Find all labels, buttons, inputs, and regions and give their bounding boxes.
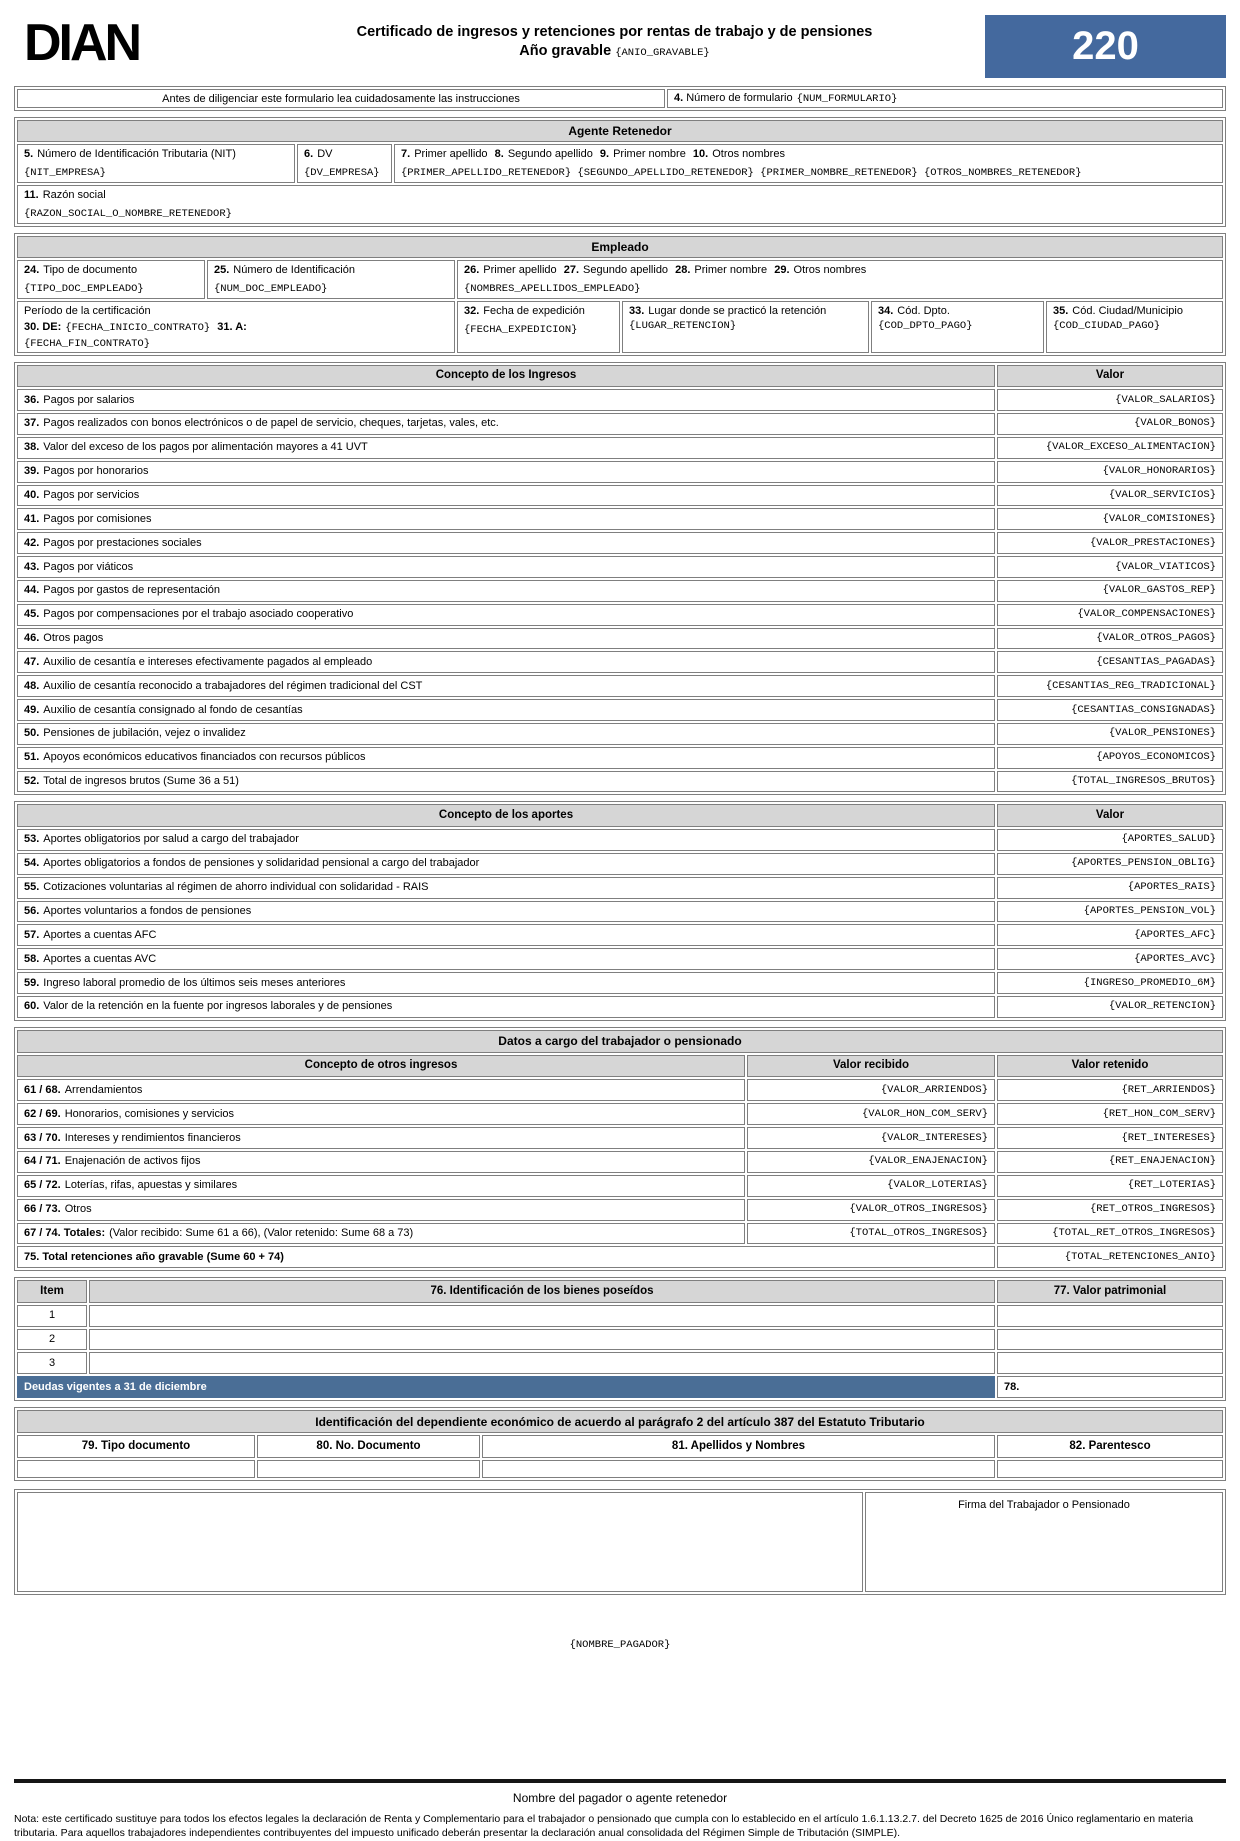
table-row — [17, 1329, 1223, 1351]
table-row — [17, 948, 1223, 970]
field-num: 75. Total retenciones año gravable (Sume 60 + 74) — [24, 1250, 284, 1263]
form-title-block — [244, 12, 985, 59]
field-num: 11. — [24, 188, 39, 201]
field-num: 44. — [24, 584, 40, 597]
value-retenido-cell: {RET_OTROS_INGRESOS} — [997, 1199, 1223, 1221]
field-text: Tipo de documento — [43, 263, 138, 276]
field-num: 52. — [24, 775, 40, 788]
table-row — [17, 877, 1223, 899]
field-text: Segundo apellido — [583, 263, 669, 276]
item-value-cell — [997, 1329, 1223, 1351]
value-cell: {VALOR_RETENCION} — [997, 996, 1223, 1018]
field-num: 57. — [24, 928, 40, 941]
item-desc-cell — [89, 1352, 995, 1374]
field-num: 28. — [675, 263, 691, 276]
column-header-valor: Valor — [997, 365, 1223, 388]
table-row — [17, 1151, 1223, 1173]
field-num: 49. — [24, 703, 40, 716]
pagador-line-label: Nombre del pagador o agente retenedor — [512, 1790, 728, 1805]
field-dv — [297, 144, 392, 183]
dependiente-empty-cell — [17, 1460, 255, 1478]
table-row — [17, 1305, 1223, 1327]
field-num: 36. — [24, 393, 40, 406]
value-cell: {VALOR_GASTOS_REP} — [997, 580, 1223, 602]
value-cell: {VALOR_SALARIOS} — [997, 389, 1223, 411]
table-row — [17, 996, 1223, 1018]
field-fecha-expedicion — [457, 301, 620, 353]
field-text: Número de formulario — [686, 92, 793, 104]
field-value: {COD_CIUDAD_PAGO} — [1053, 319, 1161, 332]
field-num: 6. — [304, 148, 314, 160]
table-row — [17, 699, 1223, 721]
table-row — [17, 1223, 1223, 1245]
value-cell: {VALOR_SERVICIOS} — [997, 485, 1223, 507]
field-num: 51. — [24, 751, 40, 764]
field-num: 10. — [692, 148, 709, 160]
value-cell: {VALOR_PENSIONES} — [997, 723, 1223, 745]
field-value: {COD_DPTO_PAGO} — [878, 319, 973, 332]
value-cell: {APORTES_AFC} — [997, 924, 1223, 946]
form-number-field — [667, 89, 1223, 108]
deudas-value-cell — [997, 1376, 1223, 1398]
field-text: Primer apellido — [414, 148, 488, 160]
field-num: 78. — [1004, 1380, 1020, 1393]
field-value: {NOMBRES_APELLIDOS_EMPLEADO} — [464, 283, 641, 296]
field-value: {RAZON_SOCIAL_O_NOMBRE_RETENEDOR} — [24, 208, 232, 221]
field-num: 41. — [24, 512, 40, 525]
field-text: Número de Identificación Tributaria (NIT) — [37, 148, 236, 160]
concept-cell: 48. Auxilio de cesantía reconocido a trabajadores del régimen tradicional del CST — [17, 675, 995, 697]
field-num: 67 / 74. Totales: — [24, 1227, 106, 1239]
field-lugar-retencion — [622, 301, 869, 353]
field-num: 39. — [24, 465, 40, 478]
field-text: Cód. Dpto. — [897, 304, 950, 317]
value-cell: {VALOR_EXCESO_ALIMENTACION} — [997, 437, 1223, 459]
table-row — [17, 651, 1223, 673]
concept-cell: 38. Valor del exceso de los pagos por alimentación mayores a 41 UVT — [17, 437, 995, 459]
column-header-valor-patrimonial: 77. Valor patrimonial — [997, 1280, 1223, 1303]
field-text: Número de Identificación — [233, 263, 355, 276]
year-placeholder: {ANIO_GRAVABLE} — [615, 47, 710, 59]
concept-cell: 40. Pagos por servicios — [17, 485, 995, 507]
form-number-badge: 220 — [985, 15, 1226, 78]
value-cell: {VALOR_COMISIONES} — [997, 508, 1223, 530]
field-num: 46. — [24, 632, 40, 645]
table-row — [17, 853, 1223, 875]
dian-logo: DIAN — [24, 14, 140, 72]
value-recibido-cell: {TOTAL_OTROS_INGRESOS} — [747, 1223, 995, 1245]
field-num: 58. — [24, 952, 40, 965]
section-agente-retenedor — [14, 117, 1226, 227]
value-cell: {TOTAL_INGRESOS_BRUTOS} — [997, 771, 1223, 793]
field-text: DV — [317, 148, 333, 160]
field-num: 37. — [24, 417, 40, 430]
field-num: 53. — [24, 833, 40, 846]
value-recibido-cell: {VALOR_ENAJENACION} — [747, 1151, 995, 1173]
instructions-text: Antes de diligenciar este formulario lea cuidadosamente las instrucciones — [17, 89, 665, 108]
value-retenido-cell: {RET_ARRIENDOS} — [997, 1079, 1223, 1101]
deudas-label: Deudas vigentes a 31 de diciembre — [17, 1376, 995, 1398]
field-num: 61 / 68. — [24, 1083, 61, 1096]
section-title: Empleado — [17, 236, 1223, 258]
section-dependiente — [14, 1407, 1226, 1481]
concept-cell: 51. Apoyos económicos educativos financiados con recursos públicos — [17, 747, 995, 769]
field-text: Lugar donde se practicó la retención — [648, 304, 827, 317]
field-value: {NIT_EMPRESA} — [24, 167, 106, 180]
value-recibido-cell: {VALOR_ARRIENDOS} — [747, 1079, 995, 1101]
value-cell: {CESANTIAS_CONSIGNADAS} — [997, 699, 1223, 721]
signature-empty-box — [17, 1492, 863, 1592]
concept-cell: 39. Pagos por honorarios — [17, 461, 995, 483]
table-row — [17, 532, 1223, 554]
value-cell: {VALOR_HONORARIOS} — [997, 461, 1223, 483]
table-row — [17, 1103, 1223, 1125]
concept-cell: 61 / 68. Arrendamientos — [17, 1079, 745, 1101]
value-retenido-cell: {RET_LOTERIAS} — [997, 1175, 1223, 1197]
value-cell: {VALOR_COMPENSACIONES} — [997, 604, 1223, 626]
field-num: 63 / 70. — [24, 1131, 61, 1144]
concept-cell: 60. Valor de la retención en la fuente por ingresos laborales y de pensiones — [17, 996, 995, 1018]
concept-cell: 41. Pagos por comisiones — [17, 508, 995, 530]
table-row — [17, 771, 1223, 793]
column-header-bienes: 76. Identificación de los bienes poseídos — [89, 1280, 995, 1303]
table-row — [17, 1079, 1223, 1101]
field-value: {FECHA_FIN_CONTRATO} — [24, 337, 151, 350]
signature-line — [14, 1779, 1226, 1783]
field-value: {LUGAR_RETENCION} — [629, 319, 737, 332]
table-row — [17, 829, 1223, 851]
signature-label: Firma del Trabajador o Pensionado — [958, 1498, 1130, 1511]
field-num: 47. — [24, 655, 40, 668]
value-cell: {APOYOS_ECONOMICOS} — [997, 747, 1223, 769]
field-num: 59. — [24, 976, 40, 989]
value-retenido-cell: {RET_ENAJENACION} — [997, 1151, 1223, 1173]
field-num: 8. — [494, 148, 504, 160]
field-value: {FECHA_INICIO_CONTRATO} — [65, 321, 211, 334]
item-number-cell: 2 — [17, 1329, 87, 1351]
table-row — [17, 924, 1223, 946]
field-num: 9. — [599, 148, 610, 160]
section-datos-cargo — [14, 1027, 1226, 1271]
field-num: 48. — [24, 679, 40, 692]
concept-cell: 58. Aportes a cuentas AVC — [17, 948, 995, 970]
table-bienes — [14, 1277, 1226, 1401]
concept-cell: 54. Aportes obligatorios a fondos de pensiones y solidaridad pensional a cargo del trabajador — [17, 853, 995, 875]
value-cell: {VALOR_VIATICOS} — [997, 556, 1223, 578]
form-header — [14, 12, 1226, 82]
column-header-otros-ingresos: Concepto de otros ingresos — [17, 1055, 745, 1078]
field-num: 26. — [464, 263, 480, 276]
table-row — [17, 437, 1223, 459]
field-num: 4. — [674, 92, 684, 104]
table-row — [17, 580, 1223, 602]
table-row — [17, 1127, 1223, 1149]
value-recibido-cell: {VALOR_INTERESES} — [747, 1127, 995, 1149]
value-recibido-cell: {VALOR_HON_COM_SERV} — [747, 1103, 995, 1125]
field-periodo-certificacion — [17, 301, 455, 353]
column-header-no-documento: 80. No. Documento — [257, 1435, 480, 1458]
field-num: 62 / 69. — [24, 1107, 61, 1120]
value-recibido-cell: {VALOR_LOTERIAS} — [747, 1175, 995, 1197]
field-text: Primer nombre — [613, 148, 686, 160]
field-num: 54. — [24, 857, 40, 870]
field-num: 55. — [24, 881, 40, 894]
field-text: Razón social — [42, 188, 106, 201]
table-row — [17, 1175, 1223, 1197]
concept-cell: 66 / 73. Otros — [17, 1199, 745, 1221]
dependiente-empty-cell — [482, 1460, 995, 1478]
table-row — [17, 1352, 1223, 1374]
concept-cell: 46. Otros pagos — [17, 628, 995, 650]
section-empleado — [14, 233, 1226, 356]
value-retenido-cell: {RET_INTERESES} — [997, 1127, 1223, 1149]
value-cell: {VALOR_BONOS} — [997, 413, 1223, 435]
item-desc-cell — [89, 1305, 995, 1327]
field-num: 45. — [24, 608, 40, 621]
field-num: 60. — [24, 1000, 40, 1013]
value-cell: {VALOR_PRESTACIONES} — [997, 532, 1223, 554]
field-cod-ciudad — [1046, 301, 1223, 353]
concept-cell: 52. Total de ingresos brutos (Sume 36 a 51) — [17, 771, 995, 793]
value-retenido-cell: {TOTAL_RET_OTROS_INGRESOS} — [997, 1223, 1223, 1245]
table-ingresos — [14, 362, 1226, 796]
field-num: 35. — [1053, 304, 1069, 317]
column-header-valor-recibido: Valor recibido — [747, 1055, 995, 1078]
concept-cell: 63 / 70. Intereses y rendimientos financieros — [17, 1127, 745, 1149]
column-header-concepto: Concepto de los aportes — [17, 804, 995, 827]
field-text: Segundo apellido — [507, 148, 593, 160]
value-cell: {INGRESO_PROMEDIO_6M} — [997, 972, 1223, 994]
field-num: 43. — [24, 560, 40, 573]
concept-cell: 37. Pagos realizados con bonos electrónicos o de papel de servicio, cheques, tarjetas, vales, etc. — [17, 413, 995, 435]
field-num: 32. — [464, 304, 480, 317]
field-num: 66 / 73. — [24, 1203, 61, 1216]
field-text: Cód. Ciudad/Municipio — [1072, 304, 1183, 317]
field-num: 38. — [24, 441, 40, 454]
signature-area — [14, 1489, 1226, 1595]
column-header-parentesco: 82. Parentesco — [997, 1435, 1223, 1458]
section-title: Datos a cargo del trabajador o pensionado — [17, 1030, 1223, 1053]
form-subtitle — [244, 43, 985, 59]
field-num: 25. — [214, 263, 230, 276]
signature-box — [865, 1492, 1223, 1592]
field-num: 27. — [563, 263, 580, 276]
value-cell: {APORTES_PENSION_VOL} — [997, 901, 1223, 923]
table-row — [17, 508, 1223, 530]
concept-cell: 50. Pensiones de jubilación, vejez o invalidez — [17, 723, 995, 745]
field-value: {FECHA_EXPEDICION} — [464, 323, 578, 336]
concept-cell: 44. Pagos por gastos de representación — [17, 580, 995, 602]
table-row — [17, 604, 1223, 626]
field-text: Otros nombres — [712, 148, 785, 160]
field-value: {TIPO_DOC_EMPLEADO} — [24, 283, 144, 296]
field-num: 65 / 72. — [24, 1179, 61, 1192]
field-nombres-empleado — [457, 260, 1223, 299]
total-retenciones-label — [17, 1246, 995, 1268]
field-text: Primer apellido — [483, 263, 557, 276]
section-title: Identificación del dependiente económico de acuerdo al parágrafo 2 del artículo 387 del Estatuto Tributario — [17, 1410, 1223, 1433]
field-num: 29. — [774, 263, 790, 276]
form-title: Certificado de ingresos y retenciones por rentas de trabajo y de pensiones — [356, 24, 873, 40]
concept-cell: 47. Auxilio de cesantía e intereses efectivamente pagados al empleado — [17, 651, 995, 673]
concept-cell: 64 / 71. Enajenación de activos fijos — [17, 1151, 745, 1173]
value-recibido-cell: {VALOR_OTROS_INGRESOS} — [747, 1199, 995, 1221]
field-tipo-documento — [17, 260, 205, 299]
field-num: 42. — [24, 536, 40, 549]
dependiente-empty-cell — [257, 1460, 480, 1478]
concept-cell: 59. Ingreso laboral promedio de los últimos seis meses anteriores — [17, 972, 995, 994]
field-num: 5. — [24, 148, 34, 160]
column-header-apellidos-nombres: 81. Apellidos y Nombres — [482, 1435, 995, 1458]
field-cod-dpto — [871, 301, 1044, 353]
field-num: 50. — [24, 727, 40, 740]
value-cell: {APORTES_PENSION_OBLIG} — [997, 853, 1223, 875]
table-row — [17, 485, 1223, 507]
field-nit — [17, 144, 295, 183]
value-cell: {APORTES_SALUD} — [997, 829, 1223, 851]
value-cell: {CESANTIAS_PAGADAS} — [997, 651, 1223, 673]
field-razon-social — [17, 185, 1223, 224]
field-num: 31. A: — [217, 320, 247, 333]
field-value: {PRIMER_APELLIDO_RETENEDOR} {SEGUNDO_APELLIDO_RETENEDOR} {PRIMER_NOMBRE_RETENEDOR} {OTROS_NOMBRES_RETENEDOR} — [401, 167, 1082, 180]
table-row — [17, 723, 1223, 745]
instructions-bar — [14, 86, 1226, 111]
year-label: Año gravable — [519, 43, 612, 59]
field-text: Período de la certificación — [24, 304, 151, 317]
table-row — [17, 628, 1223, 650]
total-retenciones-value: {TOTAL_RETENCIONES_ANIO} — [997, 1246, 1223, 1268]
field-num: 34. — [878, 304, 894, 317]
table-row — [17, 972, 1223, 994]
field-num: 33. — [629, 304, 645, 317]
column-header-tipo-documento: 79. Tipo documento — [17, 1435, 255, 1458]
column-header-valor: Valor — [997, 804, 1223, 827]
table-row — [17, 901, 1223, 923]
field-num: 64 / 71. — [24, 1155, 61, 1168]
concept-cell: 43. Pagos por viáticos — [17, 556, 995, 578]
table-aportes — [14, 801, 1226, 1020]
field-num: 30. DE: — [24, 320, 62, 333]
concept-cell: 67 / 74. Totales: (Valor recibido: Sume 61 a 66), (Valor retenido: Sume 68 a 73) — [17, 1223, 745, 1245]
column-header-concepto: Concepto de los Ingresos — [17, 365, 995, 388]
item-desc-cell — [89, 1329, 995, 1351]
field-value: {NUM_DOC_EMPLEADO} — [214, 283, 328, 296]
section-title: Agente Retenedor — [17, 120, 1223, 142]
value-retenido-cell: {RET_HON_COM_SERV} — [997, 1103, 1223, 1125]
concept-cell: 36. Pagos por salarios — [17, 389, 995, 411]
item-number-cell: 3 — [17, 1352, 87, 1374]
concept-cell: 65 / 72. Loterías, rifas, apuestas y similares — [17, 1175, 745, 1197]
table-row — [17, 413, 1223, 435]
field-nombres-retenedor — [394, 144, 1223, 183]
item-value-cell — [997, 1305, 1223, 1327]
field-text: Otros nombres — [793, 263, 867, 276]
field-num: 24. — [24, 263, 40, 276]
field-num: 56. — [24, 905, 40, 918]
concept-cell: 45. Pagos por compensaciones por el trabajo asociado cooperativo — [17, 604, 995, 626]
field-num-identificacion — [207, 260, 455, 299]
concept-cell: 62 / 69. Honorarios, comisiones y servicios — [17, 1103, 745, 1125]
field-num: 40. — [24, 489, 40, 501]
concept-cell: 42. Pagos por prestaciones sociales — [17, 532, 995, 554]
concept-cell: 53. Aportes obligatorios por salud a cargo del trabajador — [17, 829, 995, 851]
concept-cell: 55. Cotizaciones voluntarias al régimen de ahorro individual con solidaridad - RAIS — [17, 877, 995, 899]
nombre-pagador-placeholder: {NOMBRE_PAGADOR} — [569, 1638, 671, 1651]
field-text: Primer nombre — [694, 263, 768, 276]
field-value: {DV_EMPRESA} — [304, 167, 380, 180]
field-num: 7. — [401, 148, 411, 160]
column-header-item: Item — [17, 1280, 87, 1303]
table-row — [17, 556, 1223, 578]
num-formulario-placeholder: {NUM_FORMULARIO} — [796, 93, 898, 105]
column-header-valor-retenido: Valor retenido — [997, 1055, 1223, 1078]
footer-note: Nota: este certificado sustituye para todos los efectos legales la declaración de Renta y Complementario para el trabajador o pensionado que cumpla con lo establecido en el artículo 1.6.1.13.2.7. del Decreto 1625 de 2016 Único reglamentario en materia tributaria. Para aquellos trabajadores independientes contribuyentes del impuesto unificado deberán presentar la declaración anual consolidada del Régimen Simple de Tributación (SIMPLE). — [14, 1812, 1194, 1839]
value-cell: {APORTES_RAIS} — [997, 877, 1223, 899]
table-row — [17, 747, 1223, 769]
table-row — [17, 1199, 1223, 1221]
value-cell: {VALOR_OTROS_PAGOS} — [997, 628, 1223, 650]
field-text: Fecha de expedición — [483, 304, 585, 317]
table-row — [17, 675, 1223, 697]
dependiente-empty-cell — [997, 1460, 1223, 1478]
concept-cell: 57. Aportes a cuentas AFC — [17, 924, 995, 946]
item-value-cell — [997, 1352, 1223, 1374]
concept-cell: 49. Auxilio de cesantía consignado al fondo de cesantías — [17, 699, 995, 721]
item-number-cell: 1 — [17, 1305, 87, 1327]
table-row — [17, 461, 1223, 483]
concept-cell: 56. Aportes voluntarios a fondos de pensiones — [17, 901, 995, 923]
table-row — [17, 389, 1223, 411]
value-cell: {APORTES_AVC} — [997, 948, 1223, 970]
value-cell: {CESANTIAS_REG_TRADICIONAL} — [997, 675, 1223, 697]
